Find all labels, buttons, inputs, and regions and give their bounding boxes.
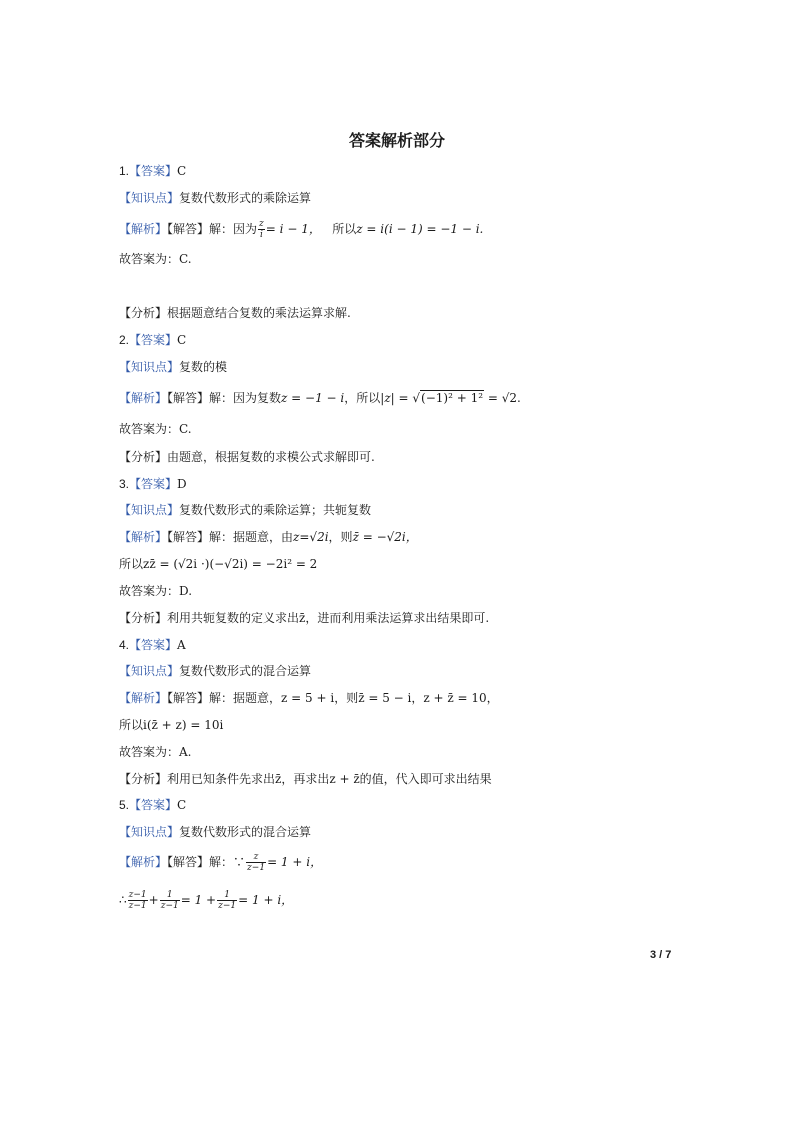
page-title: 答案解析部分 xyxy=(348,131,445,150)
q4-solution: 解：据题意，z = 5 + i，则z̄ = 5 − i，z + z̄ = 10， xyxy=(209,691,499,705)
jiexi-label: 【解析】 xyxy=(119,855,168,869)
q2-eq1: z = −1 − i xyxy=(281,391,345,405)
knowledge-label: 【知识点】 xyxy=(119,191,180,205)
q1-analysis: 根据题意结合复数的乘法运算求解. xyxy=(167,306,351,320)
q2-answer: C xyxy=(177,333,187,347)
jiexi-label: 【解析】 xyxy=(119,691,168,705)
knowledge-label: 【知识点】 xyxy=(119,360,180,374)
q3-solution-prefix: 解：据题意，由 xyxy=(209,530,294,544)
knowledge-label: 【知识点】 xyxy=(119,825,180,839)
q4-conclusion: 故答案为：A. xyxy=(119,745,192,759)
q5-answer-line xyxy=(119,797,186,813)
q2-solution-prefix: 解：因为复数 xyxy=(209,391,282,405)
q4-knowledge-line xyxy=(119,663,311,679)
q1-answer-line xyxy=(119,163,186,179)
q3-analysis-line xyxy=(119,610,489,626)
q3-solution-line xyxy=(119,529,418,545)
q3-knowledge-line xyxy=(119,502,371,518)
q1-fraction: $\frac{z}{i}$ xyxy=(259,219,264,240)
q4-answer: A xyxy=(177,638,186,652)
q1-solution-prefix: 解：因为 xyxy=(209,222,258,236)
knowledge-label: 【知识点】 xyxy=(119,664,180,678)
q1-knowledge: 复数代数形式的乘除运算 xyxy=(179,191,312,205)
q5-fraction3: $\frac{1}{z-1}$ xyxy=(160,890,179,911)
q5-mid: = 1 + xyxy=(180,893,217,907)
sqrt-icon: √ xyxy=(412,391,421,405)
q2-analysis: 由题意，根据复数的求模公式求解即可. xyxy=(167,450,375,464)
q4-knowledge: 复数代数形式的混合运算 xyxy=(179,664,312,678)
q3-line2: 所以zz̄ = (√2i ·)(−√2i) = −2i² = 2 xyxy=(119,557,318,571)
q2-analysis-line xyxy=(119,449,375,465)
q1-knowledge-line xyxy=(119,190,311,206)
q3-conclusion: 故答案为：D. xyxy=(119,584,193,598)
q4-analysis-line xyxy=(119,771,492,787)
q5-eq-end: = 1 + i， xyxy=(238,893,294,907)
jieda-label: 【解答】 xyxy=(167,222,210,236)
q3-number: 3. xyxy=(119,477,130,491)
page-number: 3 / 7 xyxy=(650,949,672,961)
q3-mid: ，则 xyxy=(328,530,353,544)
q2-solution-line xyxy=(119,390,521,406)
q2-knowledge-line xyxy=(119,359,227,375)
q2-radicand: (−1)² + 1² xyxy=(421,391,484,405)
answer-label: 【答案】 xyxy=(129,638,178,652)
q5-line2 xyxy=(119,890,293,911)
answer-label: 【答案】 xyxy=(129,477,178,491)
q2-modulus: |z| = xyxy=(380,391,413,405)
q1-answer: C xyxy=(177,164,187,178)
q1-number: 1. xyxy=(119,164,130,178)
q3-analysis: 利用共轭复数的定义求出z̄，进而利用乘法运算求出结果即可. xyxy=(167,611,490,625)
q4-number: 4. xyxy=(119,638,130,652)
jieda-label: 【解答】 xyxy=(167,855,210,869)
q2-conclusion: 故答案为：C. xyxy=(119,422,192,436)
q1-eq1: = i − 1， xyxy=(265,222,321,236)
q3-answer: D xyxy=(177,477,187,491)
q2-number: 2. xyxy=(119,333,130,347)
q4-answer-line xyxy=(119,637,186,653)
q5-solution-line xyxy=(119,852,322,873)
fenxi-label: 【分析】 xyxy=(119,306,168,320)
q2-answer-line xyxy=(119,332,186,348)
jieda-label: 【解答】 xyxy=(167,391,210,405)
q3-answer-line xyxy=(119,476,187,492)
jiexi-label: 【解析】 xyxy=(119,391,168,405)
q4-analysis: 利用已知条件先求出z̄，再求出z + z̄的值，代入即可求出结果 xyxy=(167,772,492,786)
q5-plus: + xyxy=(148,893,159,907)
therefore-icon: ∴ xyxy=(119,893,127,907)
jiexi-label: 【解析】 xyxy=(119,222,168,236)
q1-conclusion: 故答案为：C. xyxy=(119,252,192,266)
q2-so: ，所以 xyxy=(344,391,381,405)
q5-fraction4: $\frac{1}{z-1}$ xyxy=(218,890,237,911)
q5-knowledge-line xyxy=(119,824,311,840)
q4-solution-line xyxy=(119,690,499,706)
q2-eq-end: = √2. xyxy=(484,391,521,405)
answer-label: 【答案】 xyxy=(129,798,178,812)
q3-eq1: z=√2i xyxy=(293,530,329,544)
q1-so: 所以 xyxy=(332,222,357,236)
jieda-label: 【解答】 xyxy=(167,691,210,705)
knowledge-label: 【知识点】 xyxy=(119,503,180,517)
jiexi-label: 【解析】 xyxy=(119,530,168,544)
q5-eq1: = 1 + i， xyxy=(267,855,323,869)
q1-analysis-line xyxy=(119,305,351,321)
q5-number: 5. xyxy=(119,798,130,812)
q5-fraction2: $\frac{z-1}{z-1}$ xyxy=(128,890,147,911)
q5-knowledge: 复数代数形式的混合运算 xyxy=(179,825,312,839)
fenxi-label: 【分析】 xyxy=(119,450,168,464)
answer-label: 【答案】 xyxy=(129,333,178,347)
answer-label: 【答案】 xyxy=(129,164,178,178)
q3-knowledge: 复数代数形式的乘除运算；共轭复数 xyxy=(179,503,372,517)
q1-solution-line xyxy=(119,219,483,240)
q4-line2: 所以i(z̄ + z) = 10i xyxy=(119,718,224,732)
jieda-label: 【解答】 xyxy=(167,530,210,544)
fenxi-label: 【分析】 xyxy=(119,611,168,625)
q1-eq2: z = i(i − 1) = −1 − i. xyxy=(356,222,484,236)
q5-solution-prefix: 解：∵ xyxy=(209,855,246,869)
fenxi-label: 【分析】 xyxy=(119,772,168,786)
q3-eq2: z̄ = −√2i， xyxy=(352,530,418,544)
q5-answer: C xyxy=(177,798,187,812)
q5-fraction1: $\frac{z}{z-1}$ xyxy=(247,852,266,873)
q2-knowledge: 复数的模 xyxy=(179,360,228,374)
